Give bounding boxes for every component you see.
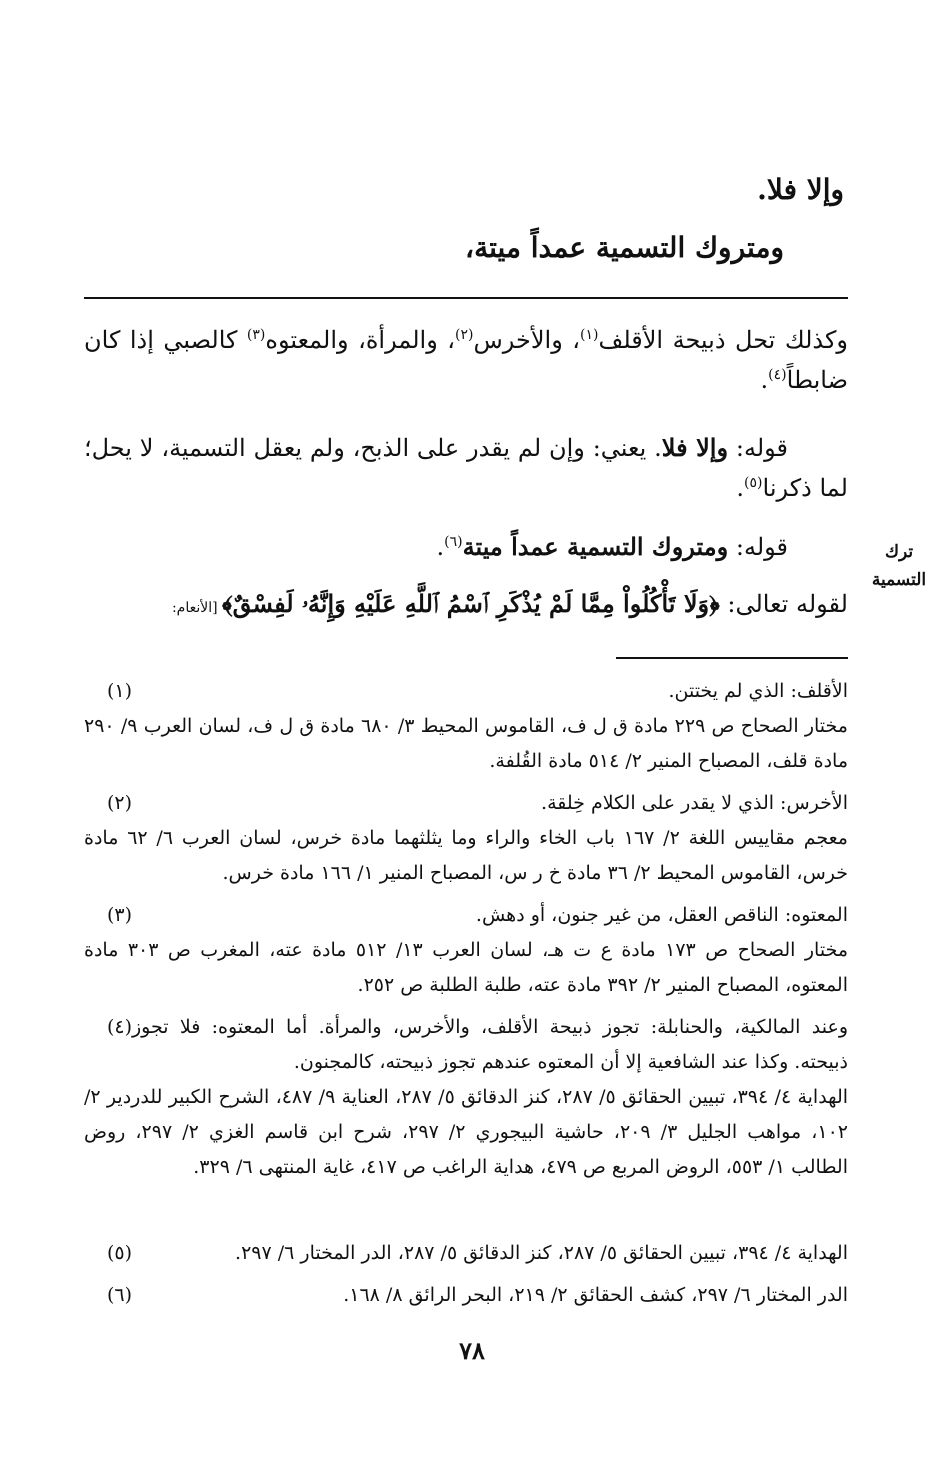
para3-text-1: قوله: (728, 533, 788, 561)
para1-text-4: كالصبي إذا كان ضابطاً (84, 326, 848, 394)
para3-quoted-matn: ومتروك التسمية عمداً ميتة (462, 532, 729, 561)
footnote-text: الأقلف: الذي لم يختتن. (668, 680, 848, 702)
surah-citation: [الأنعام: (171, 600, 223, 616)
para2-quoted-matn: وإلا فلا (661, 433, 729, 462)
para1-text-3: ، والمرأة، والمعتوه (265, 326, 455, 354)
para2-text-1: قوله: (728, 434, 789, 462)
margin-note-line-2: التسمية (871, 570, 927, 590)
footnote-text: الأخرس: الذي لا يقدر على الكلام خِلقة. (541, 792, 848, 814)
footnote-3 (84, 898, 848, 1003)
footnote-ref-2[interactable]: (٢) (455, 327, 474, 343)
margin-note (854, 538, 944, 594)
footnote-number: (١) (106, 680, 132, 702)
footnote-source: مختار الصحاح ص ١٧٣ مادة ع ت هـ، لسان العرب ١٣/ ٥١٢ مادة عته، المغرب ص ٣٠٣ مادة المعتوه، المصباح المنير ٢/ ٣٩٢ مادة عته، طلبة الطلبة ص ٢٥٢. (84, 939, 849, 996)
body-paragraph-2 (84, 428, 848, 508)
footnote-number: (٣) (106, 904, 132, 926)
body-paragraph-4 (84, 584, 848, 628)
footnote-number: (٥) (106, 1242, 132, 1264)
footnote-separator-rule (616, 657, 848, 659)
footnote-text: المعتوه: الناقص العقل، من غير جنون، أو دهش. (475, 904, 848, 926)
matn-line-2: ومتروك التسمية عمداً ميتة، (465, 231, 784, 264)
footnote-4 (84, 1010, 848, 1185)
footnote-number: (٦) (106, 1284, 132, 1306)
para4-text-1: لقوله تعالى: (719, 590, 848, 618)
quran-verse: ﴿وَلَا تَأْكُلُواْ مِمَّا لَمْ يُذْكَرِ ٱسْمُ ٱللَّهِ عَلَيْهِ وَإِنَّهُۥ لَفِسْقٌ﴾ (222, 589, 720, 618)
footnote-source: معجم مقاييس اللغة ٢/ ١٦٧ باب الخاء والراء وما يثلثهما مادة خرس، لسان العرب ٦/ ٦٢ مادة خرس، القاموس المحيط ٢/ ٣٦ مادة خ ر س، المصباح المنير ١/ ١٦٦ مادة خرس. (84, 827, 848, 884)
matn-line-1: وإلا فلا. (757, 173, 844, 206)
para1-text-1: وكذلك تحل ذبيحة الأقلف (598, 326, 848, 354)
footnote-source: الهداية ٤/ ٣٩٤، تبيين الحقائق ٥/ ٢٨٧، كنز الدقائق ٥/ ٢٨٧، العناية ٩/ ٤٨٧، الشرح الكبير للدردير ٢/ ١٠٢، مواهب الجليل ٣/ ٢٠٩، حاشية البيجوري ٢/ ٢٩٧، شرح ابن قاسم الغزي ٢/ ٢٩٧، روض الطالب ١/ ٥٥٣، الروض المربع ص ٤٧٩، هداية الراغب ص ٤١٧، غاية المنتهى ٦/ ٣٢٩. (84, 1086, 849, 1178)
body-paragraph-3 (84, 527, 848, 567)
matn-separator-rule (84, 297, 848, 299)
footnote-ref-5[interactable]: (٥) (744, 475, 763, 491)
footnote-5 (84, 1236, 848, 1271)
para1-text-5: . (760, 366, 769, 394)
footnote-6 (84, 1278, 848, 1313)
para1-text-2: ، والأخرس (473, 326, 581, 354)
footnote-1 (84, 674, 848, 779)
footnote-ref-3[interactable]: (٣) (246, 327, 266, 343)
page-number: ٧٨ (459, 1336, 485, 1365)
footnote-text: وعند المالكية، والحنابلة: تجوز ذبيحة الأقلف، والأخرس، والمرأة. أما المعتوه: فلا تجوز ذبيحته. وكذا عند الشافعية إلا أن المعتوه عندهم تجوز ذبيحته، كالمجنون. (132, 1016, 848, 1073)
footnote-ref-4[interactable]: (٤) (768, 367, 787, 383)
footnote-ref-6[interactable]: (٦) (444, 534, 463, 550)
body-paragraph-1 (84, 320, 848, 400)
footnote-number: (٢) (106, 792, 132, 814)
para2-text-3: . (736, 474, 745, 502)
margin-note-line-1: ترك (884, 542, 914, 562)
para2-text-2: . يعني: وإن لم يقدر على الذبح، ولم يعقل التسمية، لا يحل؛ لما ذكرنا (84, 434, 848, 502)
footnote-ref-1[interactable]: (١) (580, 327, 599, 343)
footnote-source: مختار الصحاح ص ٢٢٩ مادة ق ل ف، القاموس المحيط ٣/ ٦٨٠ مادة ق ل ف، لسان العرب ٩/ ٢٩٠ مادة قلف، المصباح المنير ٢/ ٥١٤ مادة القُلفة. (84, 715, 848, 772)
footnote-2 (84, 786, 848, 891)
footnote-text: الدر المختار ٦/ ٢٩٧، كشف الحقائق ٢/ ٢١٩، البحر الرائق ٨/ ١٦٨. (343, 1284, 848, 1306)
para3-text-2: . (436, 533, 445, 561)
footnote-number: (٤) (106, 1016, 132, 1038)
footnote-text: الهداية ٤/ ٣٩٤، تبيين الحقائق ٥/ ٢٨٧، كنز الدقائق ٥/ ٢٨٧، الدر المختار ٦/ ٢٩٧. (235, 1242, 848, 1264)
